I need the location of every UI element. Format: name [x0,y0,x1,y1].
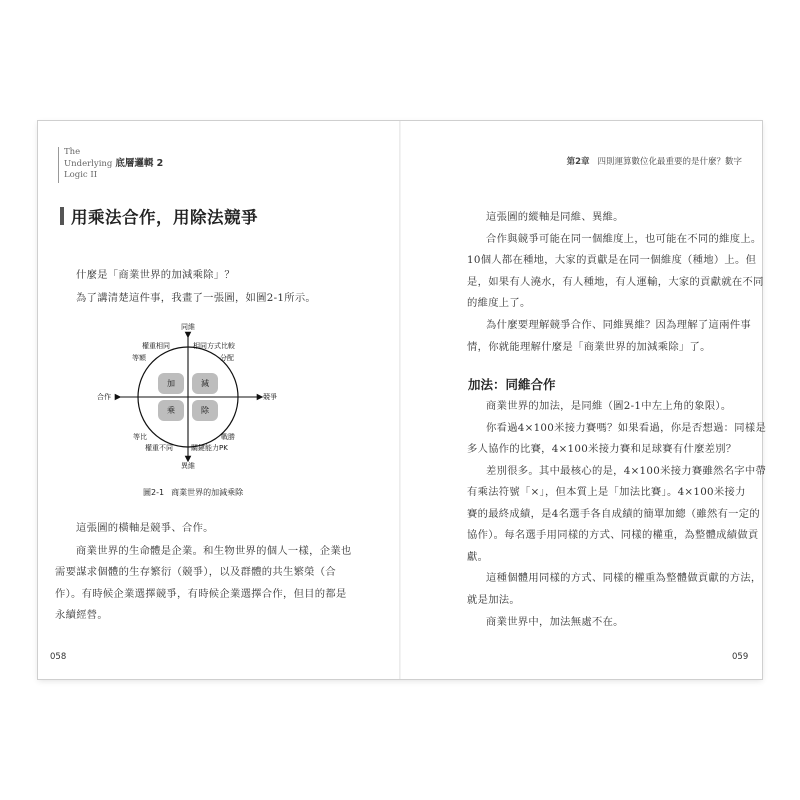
label-key-ability: 關鍵能力PK [191,444,228,452]
header-rule [58,147,59,183]
label-distribute: 分配 [220,354,234,362]
paragraph-line: 這種個體用同樣的方式、同樣的權重為整體做貢獻的方法， [486,572,762,584]
label-same-method: 相同方式比較 [193,342,235,350]
chapter-title: 四則運算數位化最重要的是什麼？數字 [597,157,742,167]
label-equal-amount: 等額 [132,354,146,362]
paragraph-line: 賽的最終成績，是4名選手各自成績的簡單加總（雖然有一定的 [467,508,760,520]
quadrant-divide: 除 [192,400,218,421]
paragraph-line: 商業世界中，加法無處不在。 [486,616,624,628]
quadrant-subtract: 減 [192,373,218,394]
paragraph-line: 需要謀求個體的生存繁衍（競爭），以及群體的共生繁榮（合 [55,566,336,578]
paragraph-line: 10個人都在種地，大家的貢獻是在同一個維度（種地）上。但 [467,254,757,266]
paragraph-line: 的維度上了。 [467,297,531,309]
paragraph-line: 有乘法符號「×」，但本質上是「加法比賽」。4×100米接力 [467,486,746,498]
figure-caption: 圖2-1 商業世界的加減乘除 [143,488,244,497]
left-page-number: 058 [50,652,67,662]
paragraph-line: 這張圖的縱軸是同維、異維。 [486,211,624,223]
paragraph-line: 協作）。每名選手用同樣的方式、同樣的權重，為整體成績做貢 [467,529,759,541]
paragraph-line: 商業世界的生命體是企業。和生物世界的個人一樣，企業也 [76,545,352,557]
english-title: The Underlying 底層邏輯 2 Logic II [64,147,164,180]
label-win: 戰勝 [221,433,235,441]
chapter-number: 第2章 [566,157,590,167]
paragraph-line: 獻。 [467,551,489,563]
subsection-title: 加法：同維合作 [468,377,556,392]
paragraph-line: 永續經營。 [55,609,108,621]
label-proportional: 等比 [133,433,147,441]
axis-label-right: 競爭 [263,393,277,401]
paragraph-line: 這張圖的橫軸是競爭、合作。 [76,522,214,534]
label-equal-weight: 權重相同 [142,342,170,350]
paragraph-line: 你看過4×100米接力賽嗎？如果看過，你是否想過：同樣是 [486,422,767,434]
book-title: 底層邏輯 2 [115,158,164,169]
paragraph-line: 就是加法。 [467,594,520,606]
quadrant-multiply: 乘 [158,400,184,421]
paragraph-line: 是，如果有人澆水，有人種地，有人運輸，大家的貢獻就在不同 [467,276,764,288]
right-running-header [567,155,742,167]
figure-2-1-diagram [90,321,290,471]
page-gutter [399,121,401,679]
paragraph-line: 合作與競爭可能在同一個維度上，也可能在不同的維度上。 [486,233,762,245]
left-running-header [58,147,163,183]
axis-label-bottom: 異維 [181,462,195,470]
right-page-number: 059 [732,652,749,662]
paragraph-line: 多人協作的比賽，4×100米接力賽和足球賽有什麼差別？ [467,443,737,455]
paragraph-line: 什麼是「商業世界的加減乘除」？ [76,269,235,281]
section-title: 用乘法合作，用除法競爭 [60,204,258,228]
axis-label-top: 同維 [181,323,195,331]
section-mark [60,207,64,225]
book-spread [38,121,767,679]
label-different-weight: 權重不同 [145,444,173,452]
diagram-axes [90,321,290,471]
paragraph-line: 作）。有時候企業選擇競爭，有時候企業選擇合作，但目的都是 [55,588,347,600]
paragraph-line: 情，你就能理解什麼是「商業世界的加減乘除」了。 [467,341,711,353]
axis-label-left: 合作 [97,393,111,401]
paragraph-line: 差別很多。其中最核心的是，4×100米接力賽雖然名字中帶 [486,465,767,477]
paragraph-line: 為了講清楚這件事，我畫了一張圖，如圖2-1所示。 [76,292,317,304]
quadrant-add: 加 [158,373,184,394]
paragraph-line: 商業世界的加法，是同維（圖2-1中左上角的象限）。 [486,400,732,412]
paragraph-line: 為什麼要理解競爭合作、同維異維？因為理解了這兩件事 [486,319,751,331]
